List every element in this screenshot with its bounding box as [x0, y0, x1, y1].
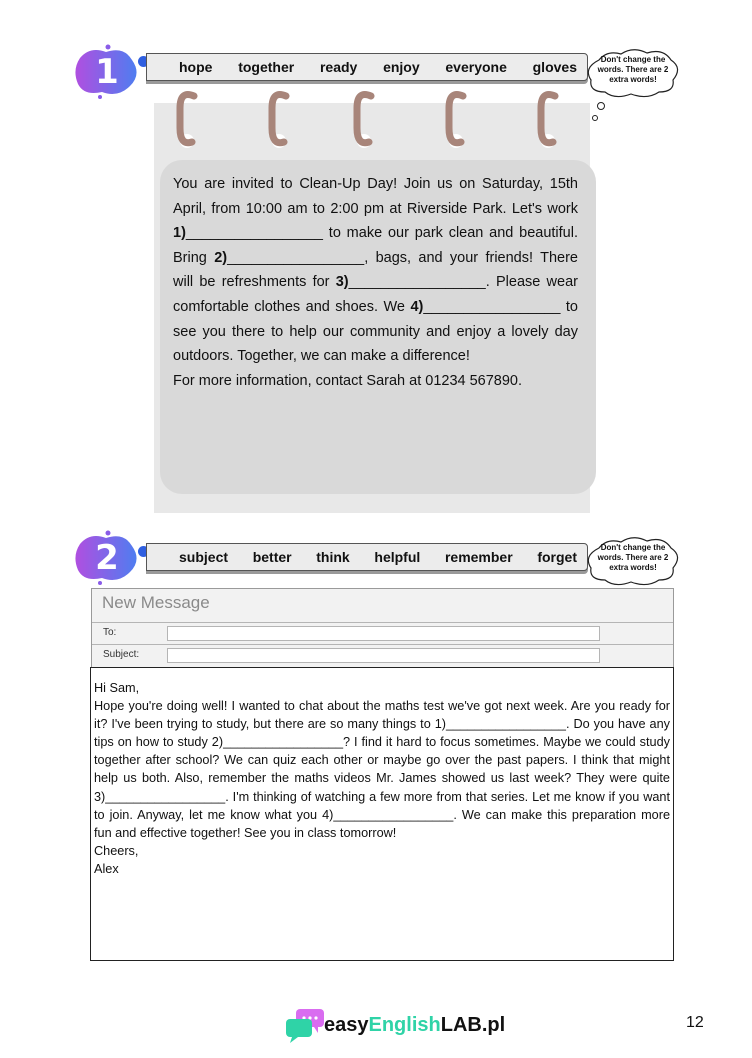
word-bank-item: together — [238, 59, 295, 75]
to-field[interactable] — [167, 626, 600, 641]
invitation-text — [173, 172, 578, 393]
word-bank-bar — [146, 53, 588, 81]
word-bank-item: enjoy — [383, 59, 420, 75]
word-bank-item: ready — [319, 59, 358, 75]
word-bank-item: subject — [179, 549, 229, 565]
word-bank — [147, 544, 587, 570]
chat-bubble-icon — [284, 1008, 328, 1044]
text-segment: . I'm thinking of watching a few more from that series. Let me know if you want to join. Anyway, let me know what you 4) — [94, 789, 670, 822]
gap-blank[interactable]: _________________ — [223, 735, 344, 750]
email-subject-row — [92, 644, 673, 666]
thought-cloud-note — [585, 48, 681, 98]
text-segment: , bags, and your friends! There will be refreshments for — [173, 249, 578, 291]
word-bank — [147, 54, 587, 80]
word-bank-item: remember — [444, 549, 513, 565]
text-segment: ? I find it hard to focus sometimes. Maybe we could study together after school? We can quiz each other or maybe go over the past papers. I think that might help us both. Also, remember the maths videos Mr. James showed us last week? They were quite 3) — [94, 735, 670, 804]
subject-field[interactable] — [167, 648, 600, 663]
word-bank-item: hope — [179, 59, 213, 75]
email-paragraph — [94, 697, 670, 842]
word-bank-item: everyone — [445, 59, 507, 75]
exercise-number: 2 — [95, 538, 119, 578]
contact-line: For more information, contact Sarah at 01234 567890. — [173, 372, 523, 389]
gap-number: 3) — [335, 274, 349, 291]
email-greeting: Hi Sam, — [94, 681, 140, 695]
text-segment: Hope you're doing well! I wanted to chat about the maths test we've got next week. Are you ready for it? I've been trying to study, but there are so many things to 1) — [94, 699, 670, 732]
word-bank-item: better — [252, 549, 292, 565]
spiral-ring-icon — [441, 88, 471, 152]
gap-blank[interactable]: _________________ — [348, 274, 486, 291]
text-segment: . Please wear comfortable clothes and shoes. We — [173, 274, 578, 315]
gap-number: 4) — [410, 298, 424, 315]
site-logo — [284, 1008, 544, 1044]
logo-part: easy — [324, 1014, 369, 1036]
gap-blank[interactable]: _________________ — [423, 298, 561, 315]
spiral-ring-icon — [349, 88, 379, 152]
word-bank-item: gloves — [532, 59, 577, 75]
gap-blank[interactable]: _________________ — [227, 249, 365, 266]
email-window-title: New Message — [102, 593, 210, 612]
logo-part: LAB.pl — [440, 1014, 506, 1036]
gap-blank[interactable]: _________________ — [105, 789, 226, 804]
email-body — [90, 667, 674, 961]
email-signature: Alex — [94, 861, 119, 876]
exercise-number-badge — [72, 530, 142, 586]
text-segment: . We can make this preparation more fun and effective together! See you in class tomorrow! — [94, 807, 671, 840]
thought-cloud-note — [585, 536, 681, 586]
spiral-ring-icon — [172, 88, 202, 152]
text-segment: to make our park clean and beautiful. Bring — [173, 225, 578, 266]
note-text: Don't change the words. There are 2 extra words! — [597, 543, 669, 572]
invitation-paragraph — [173, 172, 578, 369]
word-bank-item: think — [316, 549, 350, 565]
gap-number: 1) — [173, 225, 186, 242]
exercise-number: 1 — [95, 52, 119, 92]
spiral-ring-icon — [264, 88, 294, 152]
exercise-number-badge — [72, 44, 142, 100]
text-segment: You are invited to Clean-Up Day! Join us on Saturday, 15th April, from 10:00 am to 2:00 pm at Riverside Park. Let's work — [173, 176, 578, 217]
word-bank-item: forget — [537, 549, 577, 565]
email-closing: Cheers, — [94, 843, 139, 858]
gap-blank[interactable]: _________________ — [185, 225, 323, 242]
text-segment: to see you there to help our community and enjoy a lovely day outdoors. Together, we can make a difference! — [173, 298, 578, 365]
email-header — [91, 588, 674, 668]
email-text — [94, 679, 670, 878]
gap-blank[interactable]: _________________ — [446, 717, 566, 732]
word-bank-item: helpful — [374, 549, 421, 565]
logo-wordmark — [324, 1014, 505, 1037]
to-label: To: — [103, 627, 117, 638]
email-to-row — [92, 622, 673, 644]
gap-blank[interactable]: _________________ — [333, 807, 454, 822]
note-text: Don't change the words. There are 2 extra words! — [597, 55, 669, 84]
page-number: 12 — [686, 1014, 704, 1031]
word-bank-bar — [146, 543, 588, 571]
subject-label: Subject: — [103, 649, 140, 660]
text-segment: . Do you have any tips on how to study 2) — [94, 717, 670, 750]
spiral-ring-icon — [533, 88, 563, 152]
gap-number: 2) — [214, 249, 228, 266]
logo-part: English — [368, 1014, 441, 1036]
